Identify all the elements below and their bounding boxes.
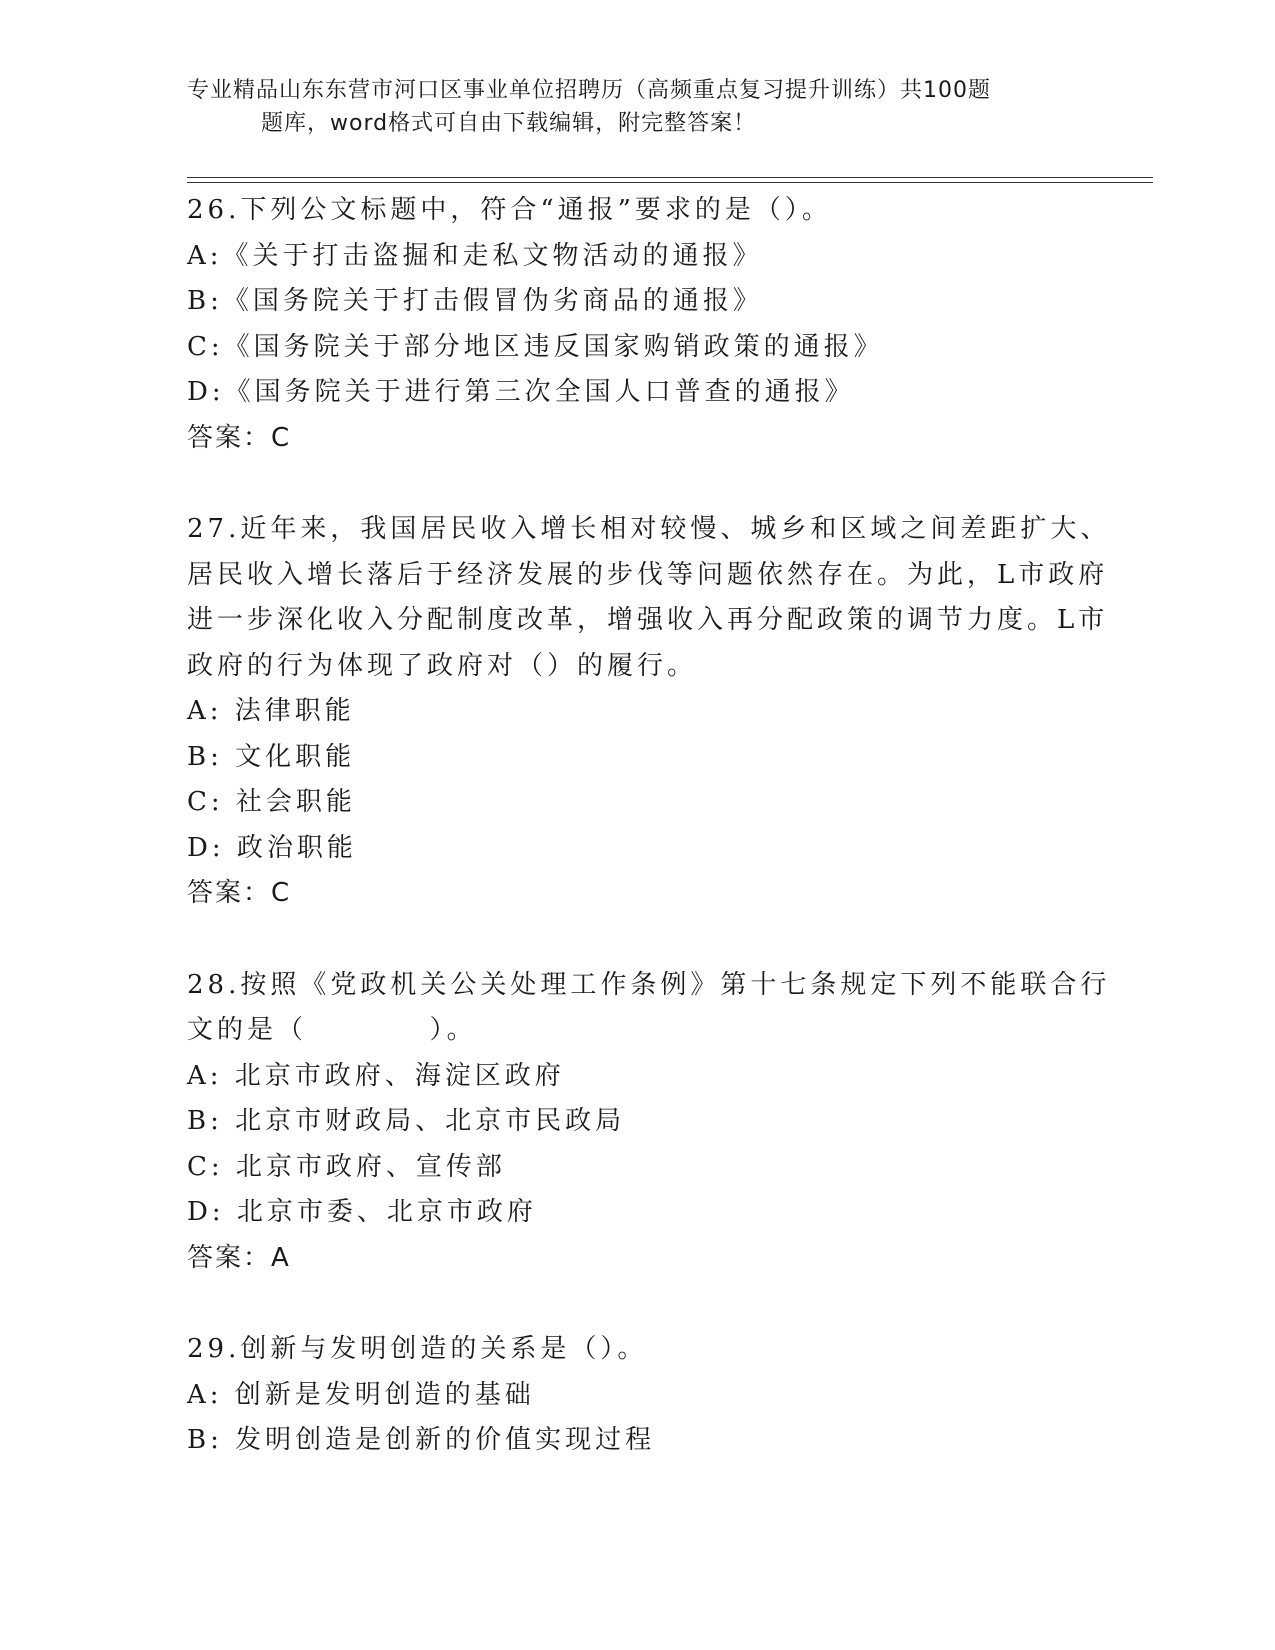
option-a: A: 创新是发明创造的基础 — [187, 1379, 535, 1410]
question-stem: 28.按照《党政机关公关处理工作条例》第十七条规定下列不能联合行 — [187, 969, 1111, 1000]
option-d: D: 政治职能 — [187, 832, 357, 863]
question-27 — [187, 507, 1111, 917]
question-stem: 文的是（ ）。 — [187, 1015, 477, 1045]
header-divider-bottom — [187, 182, 1153, 183]
option-b: B: 文化职能 — [187, 741, 356, 772]
option-a: A:《关于打击盗掘和走私文物活动的通报》 — [187, 240, 763, 271]
question-stem: 居民收入增长落后于经济发展的步伐等问题依然存在。为此，L市政府 — [187, 559, 1109, 590]
question-28 — [187, 963, 1111, 1282]
question-stem: 政府的行为体现了政府对（）的履行。 — [187, 650, 698, 681]
answer-line: 答案：C — [187, 422, 292, 453]
option-a: A: 北京市政府、海淀区政府 — [187, 1060, 565, 1091]
option-b: B:《国务院关于打击假冒伪劣商品的通报》 — [187, 286, 763, 316]
option-c: C:《国务院关于部分地区违反国家购销政策的通报》 — [187, 331, 884, 362]
question-stem: 29.创新与发明创造的关系是（）。 — [187, 1334, 648, 1364]
question-stem: 26.下列公文标题中，符合“通报”要求的是（）。 — [187, 195, 832, 225]
option-b: B: 北京市财政局、北京市民政局 — [187, 1106, 626, 1136]
question-list — [187, 188, 1111, 1510]
header-title-line-2: 题库，word格式可自由下载编辑，附完整答案！ — [261, 111, 757, 136]
option-b: B: 发明创造是创新的价值实现过程 — [187, 1425, 656, 1455]
option-d: D: 北京市委、北京市政府 — [187, 1197, 537, 1227]
answer-line: 答案：C — [187, 878, 292, 908]
question-26 — [187, 188, 1087, 461]
question-29 — [187, 1327, 1087, 1464]
answer-line: 答案：A — [187, 1242, 291, 1273]
option-a: A: 法律职能 — [187, 696, 355, 726]
option-c: C: 北京市政府、宣传部 — [187, 1151, 506, 1182]
header-divider-top — [187, 177, 1153, 178]
option-c: C: 社会职能 — [187, 787, 356, 817]
document-header — [187, 74, 1067, 140]
option-d: D:《国务院关于进行第三次全国人口普查的通报》 — [187, 377, 855, 407]
question-stem: 27.近年来，我国居民收入增长相对较慢、城乡和区域之间差距扩大、 — [187, 514, 1111, 544]
question-stem: 进一步深化收入分配制度改革，增强收入再分配政策的调节力度。L市 — [187, 605, 1109, 635]
header-title-line-1: 专业精品山东东营市河口区事业单位招聘历（高频重点复习提升训练）共100题 — [187, 78, 991, 103]
